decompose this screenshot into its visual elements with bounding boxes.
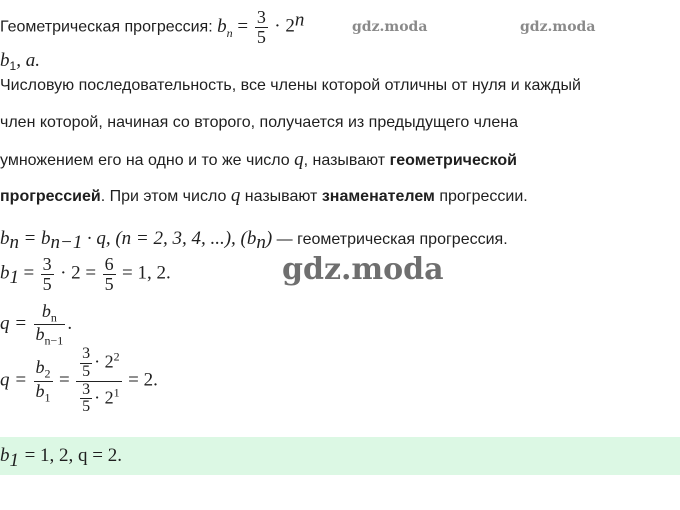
definition-line-3: умножением его на одно и то же число q, называют геометрической	[0, 149, 517, 170]
task-formula: $b_n$ =	[217, 15, 249, 40]
definition-line-1: Числовую последовательность, все члены которой отличны от нуля и каждый	[0, 77, 581, 94]
calc-q-definition: q = $\frac{b_n}{b_{n-1}}$ .	[0, 301, 73, 348]
task-line: Геометрическая прогрессия: $b_n$ = $\frac{3}{5}$ · $2^n$	[0, 7, 305, 47]
formula-definition: $b_n = b_{n-1} \cdot q$, (n = 2, 3, 4, ...), $(b_n)$ — геометрическая прогрессия.	[0, 228, 508, 254]
calc-b1: $b_1$ = $\frac{3}{5}$ · 2 = $\frac{6}{5}$ = 1, 2.	[0, 254, 171, 294]
task-find: $b_1$, a.	[0, 50, 40, 74]
calc-q-complex-fraction: $\frac{3}{5}$ · $2^2$ $\frac{3}{5}$ · $2^1$	[76, 346, 122, 416]
definition-line-4: прогрессией. При этом число q называют знаменателем прогрессии.	[0, 185, 528, 206]
calc-q: q = $\frac{b_2}{b_1}$ = $\frac{3}{5}$ · $2^2$ $\frac{3}{5}$ · $2^1$ = 2.	[0, 345, 158, 416]
watermark-small-1: gdz.moda	[352, 19, 428, 35]
task-fraction: $\frac{3}{5}$	[256, 7, 266, 47]
definition-line-2: член которой, начиная со второго, получается из предыдущего члена	[0, 114, 518, 131]
task-label: Геометрическая прогрессия:	[0, 18, 213, 36]
watermark-large: gdz.moda	[282, 252, 444, 287]
answer: $b_1 = 1$, 2, q = 2.	[0, 445, 122, 471]
watermark-small-2: gdz.moda	[520, 19, 596, 35]
